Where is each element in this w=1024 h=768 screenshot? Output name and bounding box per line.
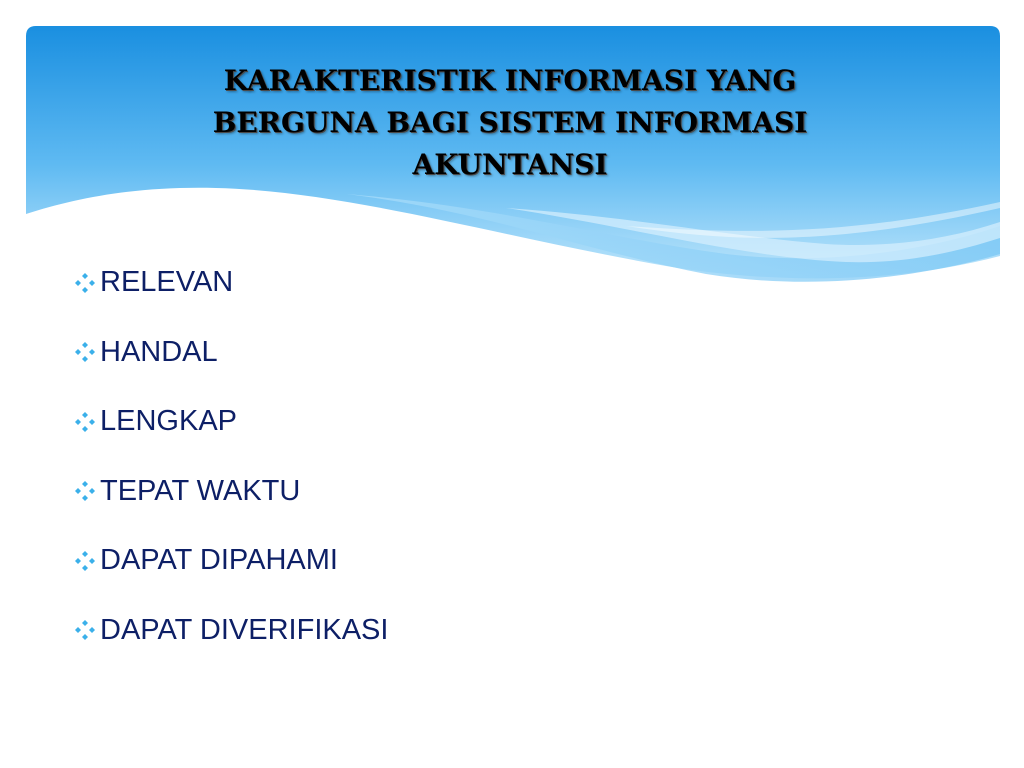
four-diamond-bullet-icon: [74, 619, 96, 641]
four-diamond-bullet-icon: [74, 341, 96, 363]
bullet-text: TEPAT WAKTU: [100, 474, 301, 507]
list-item: [74, 457, 388, 527]
bullet-list: [74, 248, 388, 665]
slide-title: [130, 60, 890, 186]
bullet-text: LENGKAP: [100, 405, 237, 438]
bullet-text: RELEVAN: [100, 266, 234, 299]
list-item: [74, 248, 388, 318]
slide-title-line-1: KARAKTERISTIK INFORMASI YANG: [223, 64, 797, 97]
four-diamond-bullet-icon: [74, 480, 96, 502]
list-item: [74, 526, 388, 596]
four-diamond-bullet-icon: [74, 411, 96, 433]
bullet-text: DAPAT DIPAHAMI: [100, 544, 338, 577]
list-item: [74, 387, 388, 457]
four-diamond-bullet-icon: [74, 550, 96, 572]
list-item: [74, 318, 388, 388]
bullet-text: HANDAL: [100, 335, 218, 368]
list-item: [74, 596, 388, 666]
slide-title-line-3: AKUNTANSI: [412, 148, 608, 181]
bullet-text: DAPAT DIVERIFIKASI: [100, 613, 389, 646]
slide-title-line-2: BERGUNA BAGI SISTEM INFORMASI: [212, 106, 808, 139]
four-diamond-bullet-icon: [74, 272, 96, 294]
